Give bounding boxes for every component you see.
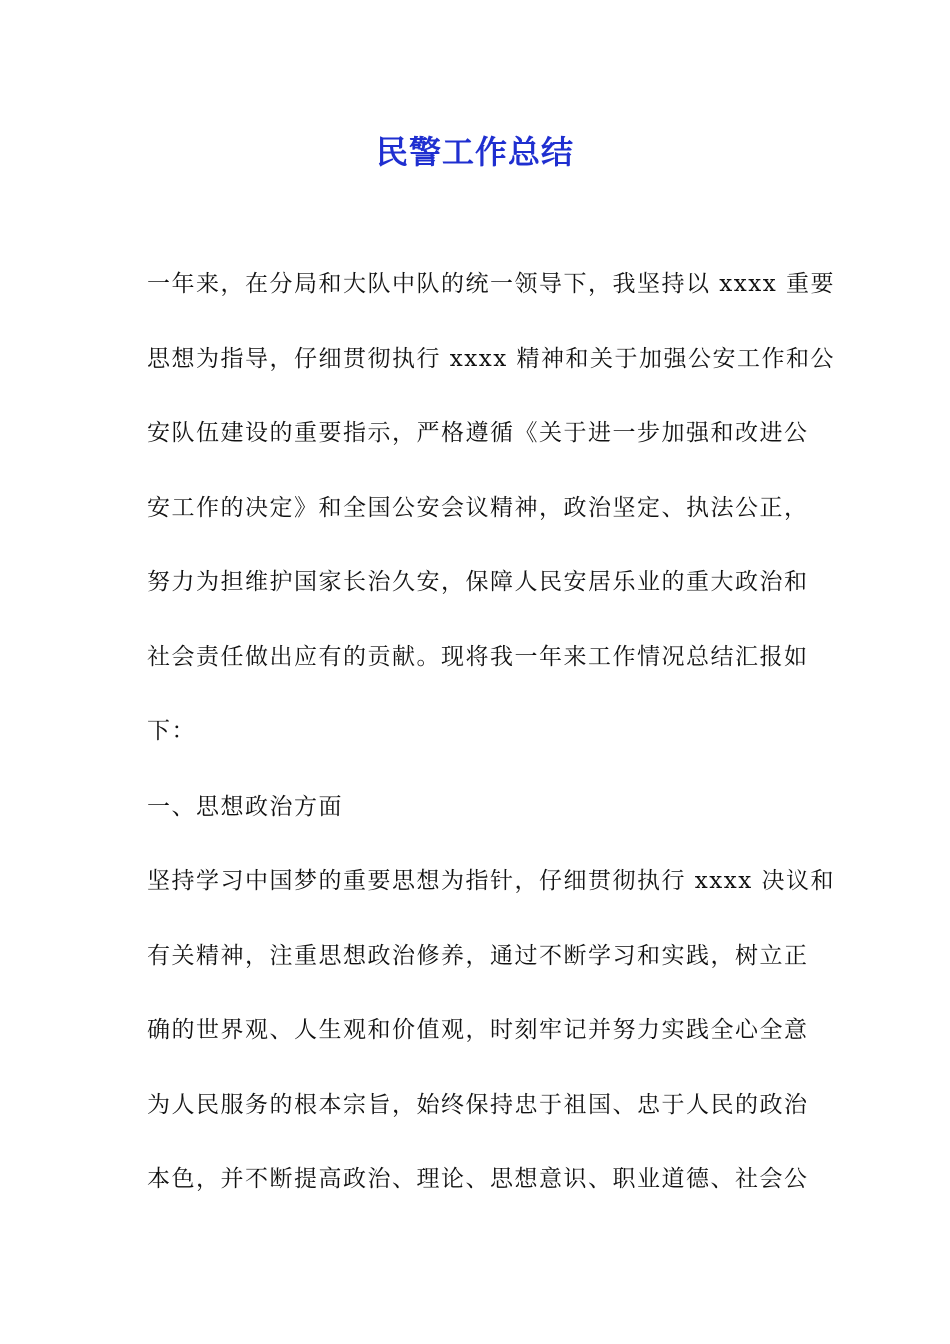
section-heading-text: 一、思想政治方面 [147,794,343,820]
text-line: 本色，并不断提高政治、理论、思想意识、职业道德、社会公 [147,1166,809,1192]
text-line: 社会责任做出应有的贡献。现将我一年来工作情况总结汇报如 [147,643,809,670]
text-line: 下： [147,718,196,744]
paragraph-intro [147,247,836,769]
text-line: 有关精神，注重思想政治修养，通过不断学习和实践，树立正 [147,942,809,969]
text-line: 思想为指导，仔细贯彻执行 xxxx 精神和关于加强公安工作和公 [147,345,836,372]
text-line: 为人民服务的根本宗旨，始终保持忠于祖国、忠于人民的政治 [147,1091,809,1118]
text-line: 安队伍建设的重要指示，严格遵循《关于进一步加强和改进公 [147,420,809,446]
paragraph-political [147,844,836,1217]
text-line: 确的世界观、人生观和价值观，时刻牢记并努力实践全心全意 [147,1017,809,1043]
text-line: 坚持学习中国梦的重要思想为指针，仔细贯彻执行 xxxx 决议和 [147,868,836,894]
text-line: 努力为担维护国家长治久安，保障人民安居乐业的重大政治和 [147,569,809,595]
text-line: 安工作的决定》和全国公安会议精神，政治坚定、执法公正， [147,494,809,521]
text-line: 一年来，在分局和大队中队的统一领导下，我坚持以 xxxx 重要 [147,271,836,297]
document-title: 民警工作总结 [375,133,574,171]
section-heading [147,770,807,845]
